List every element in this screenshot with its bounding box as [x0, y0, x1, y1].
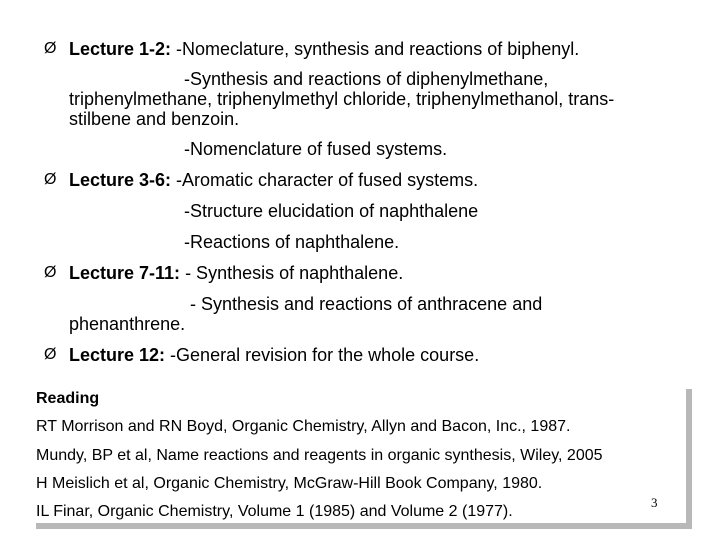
lecture-label: Lecture 1-2:	[69, 39, 172, 59]
bullet-arrow-icon: Ø	[44, 171, 57, 188]
bullet-arrow-icon: Ø	[44, 264, 57, 281]
lecture-label: Lecture 12:	[69, 345, 166, 365]
sub-topic: - Synthesis and reactions of anthracene and	[190, 294, 543, 314]
bullet-lecture-7-11	[69, 263, 403, 283]
sub-topic: -Nomenclature of fused systems.	[184, 139, 448, 159]
bullet-arrow-icon: Ø	[44, 346, 57, 363]
reading-item: H Meislich et al, Organic Chemistry, McGraw-Hill Book Company, 1980.	[36, 475, 543, 492]
lecture-topic: - Synthesis of naphthalene.	[180, 263, 404, 283]
sub-topic-continuation: phenanthrene.	[69, 314, 186, 334]
reading-item: IL Finar, Organic Chemistry, Volume 1 (1985) and Volume 2 (1977).	[36, 503, 513, 520]
lecture-label: Lecture 3-6:	[69, 170, 172, 190]
bullet-lecture-3-6	[69, 170, 478, 190]
sub-topic-continuation: stilbene and benzoin.	[69, 109, 240, 129]
bullet-lecture-1-2	[69, 39, 579, 59]
sub-topic: -Reactions of naphthalene.	[184, 232, 400, 252]
lecture-label: Lecture 7-11:	[69, 263, 181, 283]
sub-topic: -Synthesis and reactions of diphenylmethane,	[184, 69, 549, 89]
lecture-topic: -Aromatic character of fused systems.	[171, 170, 479, 190]
reading-heading: Reading	[36, 390, 100, 407]
page-number: 3	[651, 495, 658, 510]
reading-item: Mundy, BP et al, Name reactions and reagents in organic synthesis, Wiley, 2005	[36, 447, 603, 464]
lecture-topic: -Nomeclature, synthesis and reactions of biphenyl.	[171, 39, 580, 59]
bullet-arrow-icon: Ø	[44, 40, 57, 57]
reading-item: RT Morrison and RN Boyd, Organic Chemistry, Allyn and Bacon, Inc., 1987.	[36, 418, 571, 435]
sub-topic-continuation: triphenylmethane, triphenylmethyl chloride, triphenylmethanol, trans-	[69, 89, 615, 109]
lecture-topic: -General revision for the whole course.	[165, 345, 480, 365]
sub-topic: -Structure elucidation of naphthalene	[184, 201, 479, 221]
bullet-lecture-12	[69, 345, 479, 365]
